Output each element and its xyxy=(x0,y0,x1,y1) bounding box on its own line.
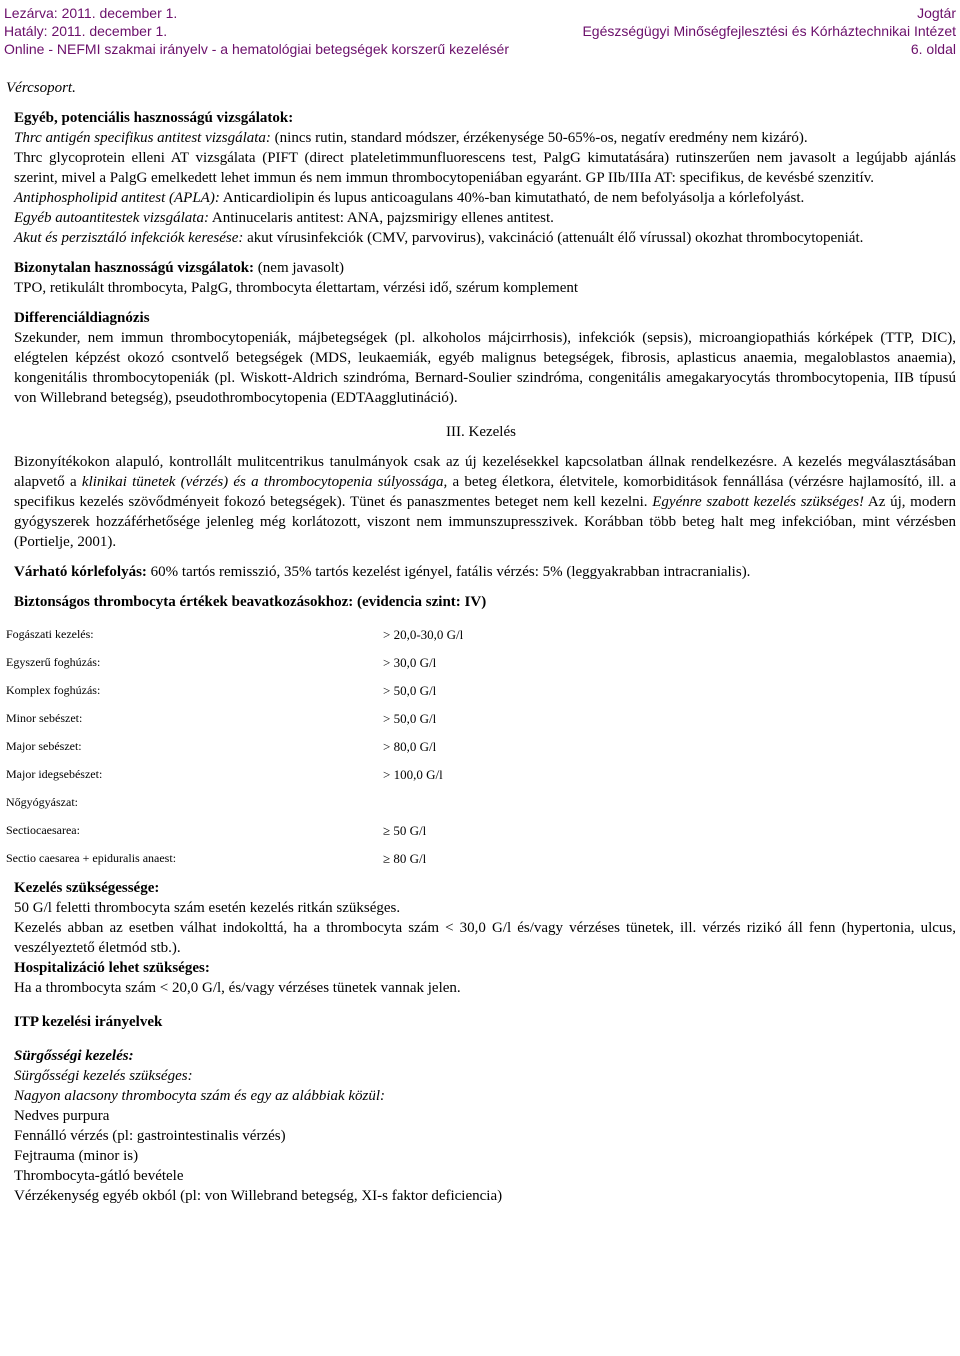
threshold-value: > 100,0 G/l xyxy=(383,766,443,782)
bizonytalan-text: TPO, retikulált thrombocyta, PalgG, thrombocyta élettartam, vérzési idő, szérum komplement xyxy=(14,280,579,296)
safe-value-row xyxy=(6,760,463,788)
spacer xyxy=(6,98,956,108)
safe-value-row xyxy=(6,620,463,648)
criteria-list-item: Thrombocyta-gátló bevétele xyxy=(14,1168,184,1184)
hospital-heading: Hospitalizáció lehet szükséges: xyxy=(14,960,210,976)
threshold-value: ≥ 80 G/l xyxy=(383,850,427,866)
vercsoport-line: Vércsoport. xyxy=(6,80,76,96)
surgos-heading: Sürgősségi kezelés: xyxy=(14,1048,134,1064)
procedure-label: Major idegsebészet: xyxy=(6,766,103,781)
safe-value-row xyxy=(6,648,463,676)
kezeles-szukseg-1: 50 G/l feletti thrombocyta szám esetén kezelés ritkán szükséges. xyxy=(14,900,401,916)
safe-value-row xyxy=(6,816,463,844)
document-body xyxy=(6,78,956,1206)
kezeles-title: III. Kezelés xyxy=(446,424,516,440)
safe-value-row xyxy=(6,788,463,816)
criteria-list-item: Nedves purpura xyxy=(14,1108,110,1124)
akut-paragraph xyxy=(6,228,956,248)
akut-label: Akut és perzisztáló infekciók keresése: xyxy=(14,230,244,246)
thrc-text: (nincs rutin, standard módszer, érzékenysége 50-65%-os, negatív eredmény nem kizáró). xyxy=(270,130,808,146)
spacer xyxy=(6,998,956,1012)
procedure-label: Fogászati kezelés: xyxy=(6,626,94,641)
safe-value-row xyxy=(6,676,463,704)
safe-value-row xyxy=(6,704,463,732)
varhato-text: 60% tartós remisszió, 35% tartós kezelést igényel, fatális vérzés: 5% (leggyakrabban intracranialis). xyxy=(146,564,751,580)
spacer xyxy=(6,442,956,452)
itp-heading: ITP kezelési irányelvek xyxy=(14,1014,163,1030)
kezeles-p1b: a beteg életkora, életvitele, komorbiditások fennállása (vérzésre hajlamosító, ill. a specifikus kezelés szövődményeit fokozó betegségek). Tünet és panaszmentes beteget nem kell kezelni. xyxy=(14,474,956,510)
kezeles-p1-italic: klinikai tünetek (vérzés) és a thrombocytopenia súlyossága, xyxy=(81,474,448,490)
nagyon-alacsony: Nagyon alacsony thrombocyta szám és egy az alábbiak közül: xyxy=(14,1088,386,1104)
kezeles-szukseg-heading: Kezelés szükségessége: xyxy=(14,880,160,896)
thrc-paragraph xyxy=(6,128,956,148)
header-institute: Egészségügyi Minőségfejlesztési és Kórháztechnikai Intézet xyxy=(582,23,956,39)
varhato-heading: Várható kórlefolyás: xyxy=(14,564,147,580)
auto-label: Egyéb autoantitestek vizsgálata: xyxy=(14,210,209,226)
varhato-paragraph xyxy=(6,562,956,582)
procedure-label: Sectiocaesarea: xyxy=(6,822,80,837)
diff-heading: Differenciáldiagnózis xyxy=(14,310,150,326)
surgos-szukseg: Sürgősségi kezelés szükséges: xyxy=(14,1068,193,1084)
kezeles-p1-italic2: Egyénre szabott kezelés szükséges! xyxy=(652,494,865,510)
threshold-value xyxy=(383,788,463,816)
auto-paragraph xyxy=(6,208,956,228)
criteria-list xyxy=(6,1106,956,1206)
safe-value-row xyxy=(6,732,463,760)
bizonytalan-suffix: (nem javasolt) xyxy=(254,260,345,276)
threshold-value: ≥ 50 G/l xyxy=(383,822,427,838)
kezeles-paragraph xyxy=(6,452,956,552)
header-document-title: Online - NEFMI szakmai irányelv - a hematológiai betegségek korszerű kezelésér xyxy=(4,41,509,57)
threshold-value: > 50,0 G/l xyxy=(383,710,437,726)
criteria-list-item: Fejtrauma (minor is) xyxy=(14,1148,139,1164)
header-effective-date: Hatály: 2011. december 1. xyxy=(4,23,168,39)
diff-text: Szekunder, nem immun thrombocytopeniák, májbetegségek (pl. alkoholos májcirrhosis), infekciók (sepsis), microangiopathiás kórképek (TTP, DIC), elégtelen képzést okozó csontvelő betegségek (MDS, leukaemiák, egyéb malignus betegségek, fibrosis, aplasticus anaemia, megaloblastos anaemia), kongenitális thrombocytopeniák (pl. Wiskott-Aldrich szindróma, Bernard-Soulier szindróma, congenitális amegakaryocytás thrombocytopenia, IIB típusú von Willebrand betegség), pseudothrombocytopenia (EDTAagglutináció). xyxy=(14,330,956,406)
spacer xyxy=(6,582,956,592)
threshold-value: > 20,0-30,0 G/l xyxy=(383,626,464,642)
bizonytalan-heading-line xyxy=(6,258,956,278)
kezeles-p1a: Bizonyítékokon alapuló, kontrollált mulitcentrikus tanulmányok csak az új kezelésekkel kapcsolatban állnak rendelkezésre. A kezelés megválasztásában alapvető a xyxy=(14,454,956,490)
procedure-label: Minor sebészet: xyxy=(6,710,83,725)
akut-text: akut vírusinfekciók (CMV, parvovirus), vakcináció (attenuált élő vírussal) okozhat thrombocytopeniát. xyxy=(243,230,864,246)
apla-label: Antiphospholipid antitest (APLA): xyxy=(14,190,220,206)
header-closed-date: Lezárva: 2011. december 1. xyxy=(4,5,178,21)
egyeb-heading: Egyéb, potenciális hasznosságú vizsgálatok: xyxy=(14,110,294,126)
procedure-label: Major sebészet: xyxy=(6,738,82,753)
criteria-list-item: Vérzékenység egyéb okból (pl: von Willebrand betegség, XI-s faktor deficiencia) xyxy=(14,1188,503,1204)
apla-text: Anticardiolipin és lupus anticoagulans 40%-ban kimutatható, de nem befolyásolja a kórlefolyást. xyxy=(219,190,805,206)
safe-values-table xyxy=(6,620,463,872)
header-source: Jogtár xyxy=(917,5,956,21)
threshold-value: > 50,0 G/l xyxy=(383,682,437,698)
kezeles-szukseg-2: Kezelés abban az esetben válhat indokolttá, ha a thrombocyta szám < 30,0 G/l és/vagy vérzéses tünetek, ill. vérzés rizikó áll fenn (hypertonia, ulcus, veszélyeztető életmód stb.). xyxy=(14,920,956,956)
procedure-label: Sectio caesarea + epiduralis anaest: xyxy=(6,850,177,865)
biztonsagos-heading: Biztonságos thrombocyta értékek beavatkozásokhoz: (evidencia szint: IV) xyxy=(14,594,487,610)
auto-text: Antinucelaris antitest: ANA, pajzsmirigy ellenes antitest. xyxy=(208,210,554,226)
kezeles-p1c: Az új, modern gyógyszerek hozzáférhetősége jelenleg még korlátozott, viszont nem immunszupresszivek. Korábban több beteg halt meg infekcióban, mint vérzésben (Portielje, 2001). xyxy=(14,494,956,550)
header-row-2 xyxy=(4,22,956,40)
spacer xyxy=(6,408,956,422)
threshold-value: > 80,0 G/l xyxy=(383,738,437,754)
spacer xyxy=(6,248,956,258)
spacer xyxy=(6,298,956,308)
header-page-number: 6. oldal xyxy=(910,41,956,57)
safe-value-row xyxy=(6,844,463,872)
spacer xyxy=(6,1032,956,1046)
safe-values-body xyxy=(6,620,463,872)
page-header xyxy=(4,4,956,58)
bizonytalan-heading: Bizonytalan hasznosságú vizsgálatok: xyxy=(14,260,255,276)
procedure-label: Nőgyógyászat: xyxy=(6,794,78,809)
hospital-text: Ha a thrombocyta szám < 20,0 G/l, és/vagy vérzéses tünetek vannak jelen. xyxy=(14,980,461,996)
procedure-label: Komplex foghúzás: xyxy=(6,682,101,697)
header-row-1 xyxy=(4,4,956,22)
glyco-paragraph: Thrc glycoprotein elleni AT vizsgálata (PIFT (direct plateletimmunfluorescens test, PalgG kimutatására) rutinszerűen nem javasolt a legújabb ajánlás szerint, mivel a PalgG emelkedett lehet immun és nem immun thrombocytopeniában egyaránt. GP IIb/IIIa AT: specifikus, de kevésbé szenzitív. xyxy=(14,150,956,186)
spacer xyxy=(6,552,956,562)
header-row-3 xyxy=(4,40,956,58)
thrc-label: Thrc antigén specifikus antitest vizsgálata: xyxy=(14,130,271,146)
procedure-label: Egyszerű foghúzás: xyxy=(6,654,101,669)
apla-paragraph xyxy=(6,188,956,208)
criteria-list-item: Fennálló vérzés (pl: gastrointestinalis vérzés) xyxy=(14,1128,286,1144)
threshold-value: > 30,0 G/l xyxy=(383,654,437,670)
